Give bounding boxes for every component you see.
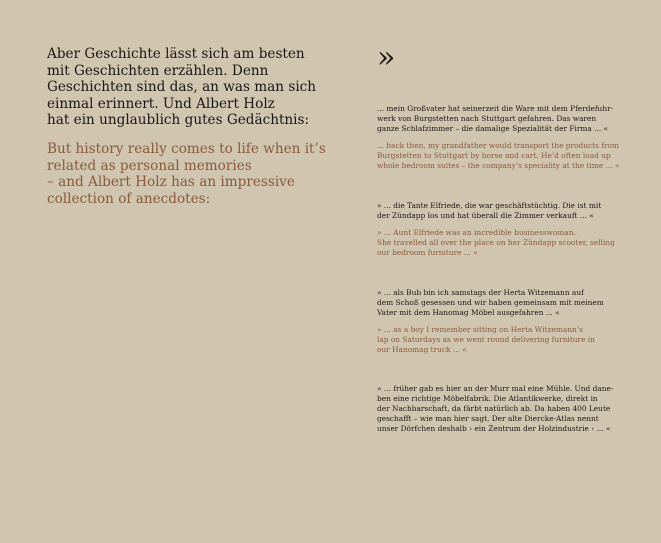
- quote-german: [377, 201, 602, 221]
- intro-german-line: einmal erinnert. Und Albert Holz: [47, 95, 275, 112]
- quote-block: [377, 288, 604, 355]
- quote-line: der Nachbarschaft, da färbt natürlich ab. Da haben 400 Leute: [377, 404, 611, 413]
- quote-mark-icon: »: [377, 40, 396, 75]
- quote-german: [377, 384, 614, 434]
- intro-english-line: related as personal memories: [47, 157, 252, 174]
- intro-english-line: – and Albert Holz has an impressive: [47, 174, 295, 191]
- quote-line: Burgstetten to Stuttgart by horse and cart. He’d often load up: [377, 151, 611, 160]
- quote-line: ben eine richtige Möbelfabrik. Die Atlantikwerke, direkt in: [377, 394, 598, 403]
- quote-block: [377, 104, 620, 171]
- quote-english: [377, 141, 620, 171]
- quote-block: [377, 201, 615, 258]
- intro-german-line: mit Geschichten erzählen. Denn: [47, 62, 269, 79]
- quote-line: » ... die Tante Elfriede, die war geschäftstüchtig. Die ist mit: [377, 201, 602, 210]
- quote-german: [377, 104, 614, 134]
- quote-line: werk von Burgstetten nach Stuttgart gefahren. Das waren: [377, 114, 597, 123]
- quote-line: Vater mit dem Hanomag Möbel ausgefahren ... «: [377, 308, 560, 317]
- intro-english-line: collection of anecdotes:: [47, 190, 211, 207]
- quote-line: our Hanomag truck ... «: [377, 345, 467, 354]
- quote-line: dem Schoß gesessen und wir haben gemeinsam mit meinem: [377, 298, 604, 307]
- intro-text: [47, 46, 326, 207]
- quote-line: unser Dörfchen deshalb › ein Zentrum der Holzindustrie ‹ ... «: [377, 424, 611, 433]
- intro-german-line: Aber Geschichte lässt sich am besten: [47, 46, 305, 62]
- quote-german: [377, 288, 604, 318]
- quote-line: lap on Saturdays as we went round delivering furniture in: [377, 335, 595, 344]
- intro-english: [47, 140, 326, 207]
- intro-german-line: hat ein unglaublich gutes Gedächtnis:: [47, 112, 310, 129]
- intro-german: [47, 46, 317, 129]
- quote-line: » ... als Bub bin ich samstags der Herta Witzemann auf: [377, 288, 584, 297]
- quote-line: whole bedroom suites – the company’s speciality at the time ... «: [377, 161, 620, 170]
- quote-line: ... mein Großvater hat seinerzeit die Ware mit dem Pferdefuhr-: [377, 104, 614, 113]
- quote-line: ... back then, my grandfather would transport the products from: [377, 141, 619, 150]
- quote-block: [377, 384, 614, 434]
- quote-line: » ... as a boy I remember sitting on Herta Witzemann’s: [377, 325, 583, 334]
- quote-line: » ... Aunt Elfriede was an incredible businesswoman.: [377, 228, 576, 237]
- quote-line: She travelled all over the place on her Zündapp scooter, selling: [377, 238, 615, 247]
- quote-english: [377, 325, 595, 355]
- quote-line: » ... früher gab es hier an der Murr mal eine Mühle. Und dane-: [377, 384, 614, 393]
- intro-german-line: Geschichten sind das, an was man sich: [47, 79, 317, 96]
- intro-english-line: But history really comes to life when it’s: [47, 140, 326, 157]
- quote-english: [377, 228, 615, 258]
- quote-line: der Zündapp los und hat überall die Zimmer verkauft ... «: [377, 211, 594, 220]
- quote-line: ganze Schlafzimmer – die damalige Spezialität der Firma ... «: [377, 124, 609, 133]
- quote-line: geschafft – wie man hier sagt. Der alte Diercke-Atlas nennt: [377, 414, 599, 423]
- quote-line: our bedroom furniture ... «: [377, 248, 478, 257]
